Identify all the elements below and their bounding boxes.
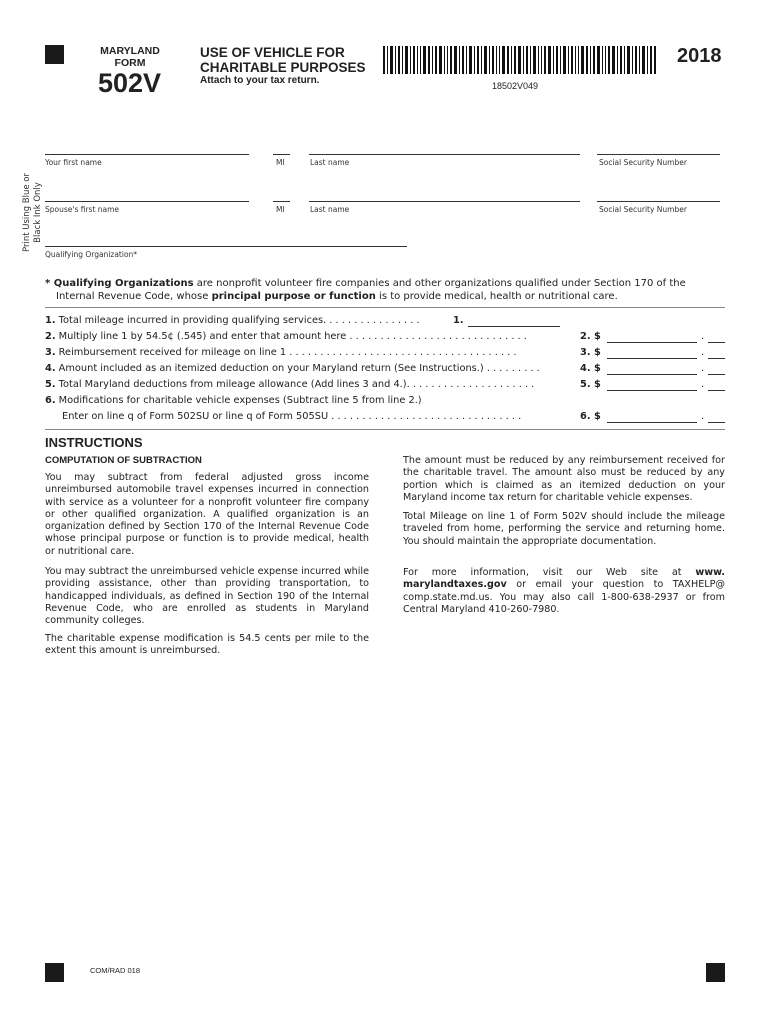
line-6-dollars-input[interactable] bbox=[607, 422, 697, 423]
spouse-ssn-label: Social Security Number bbox=[599, 205, 687, 214]
line-1 bbox=[45, 315, 420, 326]
line-5-number: 5. bbox=[45, 379, 56, 390]
line-2-number: 2. bbox=[45, 331, 56, 342]
qualifying-note-line-1 bbox=[45, 277, 735, 290]
line-3-text: Reimbursement received for mileage on line 1 . . . . . . . . . . . . . . . . . . . . . . . . . . . . . . . . . . . . . bbox=[58, 347, 517, 358]
line-4-decimal: . bbox=[701, 363, 705, 374]
line-4-text: Amount included as an itemized deduction on your Maryland return (See Instructions.) . . . . . . . . . bbox=[58, 363, 540, 374]
instructions-left-p1: You may subtract from federal adjusted gross income unreimbursed automobile travel expenses incurred in connection with service as a volunteer for a nonprofit volunteer fire company or other qualified organization. A qualified organization is an organization defined by Section 170 of the Internal Revenue Code whose principal purpose or function is to provide medical, health or nutritional care. bbox=[45, 472, 369, 557]
title-line-1: USE OF VEHICLE FOR bbox=[200, 45, 345, 60]
registration-mark-bottom-left bbox=[45, 963, 64, 982]
line-2-decimal: . bbox=[701, 331, 705, 342]
line-1-ref: 1. bbox=[453, 315, 464, 326]
note-bold-2: principal purpose or function bbox=[211, 291, 376, 302]
instructions-left-p3: The charitable expense modification is 54.5 cents per mile to the extent this amount is unreimbursed. bbox=[45, 633, 369, 657]
registration-mark-top-left bbox=[45, 45, 64, 64]
last-name-field[interactable] bbox=[309, 154, 580, 155]
spouse-first-name-field[interactable] bbox=[45, 201, 249, 202]
line-6-decimal: . bbox=[701, 411, 705, 422]
first-name-label: Your first name bbox=[45, 158, 102, 167]
spouse-last-name-field[interactable] bbox=[309, 201, 580, 202]
line-5-dollars-input[interactable] bbox=[607, 390, 697, 391]
note-text-2a: Internal Revenue Code, whose bbox=[56, 291, 212, 302]
line-4 bbox=[45, 363, 540, 374]
line-2-text: Multiply line 1 by 54.5¢ (.545) and enter that amount here . . . . . . . . . . . . . . . . . . . . . . . . . . . . . bbox=[58, 331, 527, 342]
qualifying-note-line-2 bbox=[45, 290, 735, 303]
qualifying-note bbox=[45, 277, 735, 303]
ink-instruction bbox=[22, 173, 44, 252]
instructions-heading: INSTRUCTIONS bbox=[45, 435, 143, 450]
spouse-last-name-label: Last name bbox=[310, 205, 350, 214]
spouse-first-name-label: Spouse's first name bbox=[45, 205, 120, 214]
ssn-field[interactable] bbox=[597, 154, 720, 155]
tax-year: 2018 bbox=[677, 45, 722, 67]
line-5 bbox=[45, 379, 534, 390]
divider-bottom bbox=[45, 429, 725, 430]
first-name-field[interactable] bbox=[45, 154, 249, 155]
contact-text-b: or email your question to TAXHELP@ comp.state.md.us. You may also call 1-800-638-2937 or from Central Maryland 410-260-7980. bbox=[403, 579, 725, 615]
line-2-cents-input[interactable] bbox=[708, 342, 725, 343]
line-5-text: Total Maryland deductions from mileage allowance (Add lines 3 and 4.). . . . . . . . . . . . . . . . . . . . . bbox=[58, 379, 535, 390]
line-4-dollars-input[interactable] bbox=[607, 374, 697, 375]
line-6-number: 6. bbox=[45, 395, 56, 406]
form-title bbox=[200, 45, 366, 75]
line-4-cents-input[interactable] bbox=[708, 374, 725, 375]
line-1-text: Total mileage incurred in providing qualifying services. . . . . . . . . . . . . . . . bbox=[58, 315, 420, 326]
mi-label: MI bbox=[276, 158, 285, 167]
instructions-right-p1: The amount must be reduced by any reimbursement received for the charitable travel. The amount also must be reduced by any portion which is claimed as an itemized deduction on your Maryland income tax return for charitable vehicle expenses. bbox=[403, 455, 725, 503]
line-1-number: 1. bbox=[45, 315, 56, 326]
line-6 bbox=[45, 395, 422, 406]
registration-mark-bottom-right bbox=[706, 963, 725, 982]
ssn-label: Social Security Number bbox=[599, 158, 687, 167]
ink-instruction-line-1: Print Using Blue or bbox=[22, 173, 32, 252]
mi-field[interactable] bbox=[273, 154, 290, 155]
form-word: FORM bbox=[114, 57, 146, 69]
last-name-label: Last name bbox=[310, 158, 350, 167]
instructions-right-p2: Total Mileage on line 1 of Form 502V should include the mileage traveled from home, performing the service and returning home. You should maintain the appropriate documentation. bbox=[403, 511, 725, 547]
line-2 bbox=[45, 331, 527, 342]
line-6-ref: 6. $ bbox=[580, 411, 601, 422]
barcode-number: 18502V049 bbox=[492, 81, 539, 91]
note-text-1: are nonprofit volunteer fire companies and other organizations qualified under Section 170 of the bbox=[193, 278, 686, 289]
divider-top bbox=[45, 307, 725, 308]
form-state-label bbox=[90, 45, 170, 69]
form-number: 502V bbox=[98, 68, 162, 98]
qualifying-org-label: Qualifying Organization* bbox=[45, 250, 138, 259]
line-2-dollars-input[interactable] bbox=[607, 342, 697, 343]
note-star: * bbox=[45, 278, 54, 289]
line-6-cents-input[interactable] bbox=[708, 422, 725, 423]
line-3-dollars-input[interactable] bbox=[607, 358, 697, 359]
line-4-number: 4. bbox=[45, 363, 56, 374]
line-5-decimal: . bbox=[701, 379, 705, 390]
line-6-cont: Enter on line q of Form 502SU or line q of Form 505SU . . . . . . . . . . . . . . . . . . . . . . . . . . . . . . . bbox=[62, 411, 522, 422]
line-5-cents-input[interactable] bbox=[708, 390, 725, 391]
qualifying-org-field[interactable] bbox=[45, 246, 407, 247]
title-line-2: CHARITABLE PURPOSES bbox=[200, 60, 366, 75]
line-2-ref: 2. $ bbox=[580, 331, 601, 342]
spouse-mi-field[interactable] bbox=[273, 201, 290, 202]
line-5-ref: 5. $ bbox=[580, 379, 601, 390]
spouse-mi-label: MI bbox=[276, 205, 285, 214]
line-1-mileage-input[interactable] bbox=[468, 326, 560, 327]
line-3-ref: 3. $ bbox=[580, 347, 601, 358]
instructions-left-p2: You may subtract the unreimbursed vehicle expense incurred while providing assistance, other than providing transportation, to handicapped individuals, as defined in Section 190 of the Internal Revenue Code, who are enrolled as students in Maryland community colleges. bbox=[45, 566, 369, 627]
line-3-cents-input[interactable] bbox=[708, 358, 725, 359]
barcode bbox=[383, 46, 657, 74]
contact-text-a: For more information, visit our Web site at bbox=[403, 567, 696, 578]
ink-instruction-line-2: Black Ink Only bbox=[33, 182, 43, 243]
instructions-right-p3 bbox=[403, 567, 725, 616]
line-6-text: Modifications for charitable vehicle expenses (Subtract line 5 from line 2.) bbox=[58, 395, 422, 406]
spouse-ssn-field[interactable] bbox=[597, 201, 720, 202]
line-3-number: 3. bbox=[45, 347, 56, 358]
computation-subheading: COMPUTATION OF SUBTRACTION bbox=[45, 455, 202, 466]
line-4-ref: 4. $ bbox=[580, 363, 601, 374]
state-name: MARYLAND bbox=[100, 45, 160, 57]
note-bold-1: Qualifying Organizations bbox=[53, 278, 194, 289]
form-code: COM/RAD 018 bbox=[90, 966, 141, 975]
line-3-decimal: . bbox=[701, 347, 705, 358]
line-3 bbox=[45, 347, 517, 358]
attach-note: Attach to your tax return. bbox=[200, 75, 320, 86]
website-link[interactable]: www. marylandtaxes.gov bbox=[403, 567, 725, 591]
note-text-2b: is to provide medical, health or nutritional care. bbox=[375, 291, 618, 302]
